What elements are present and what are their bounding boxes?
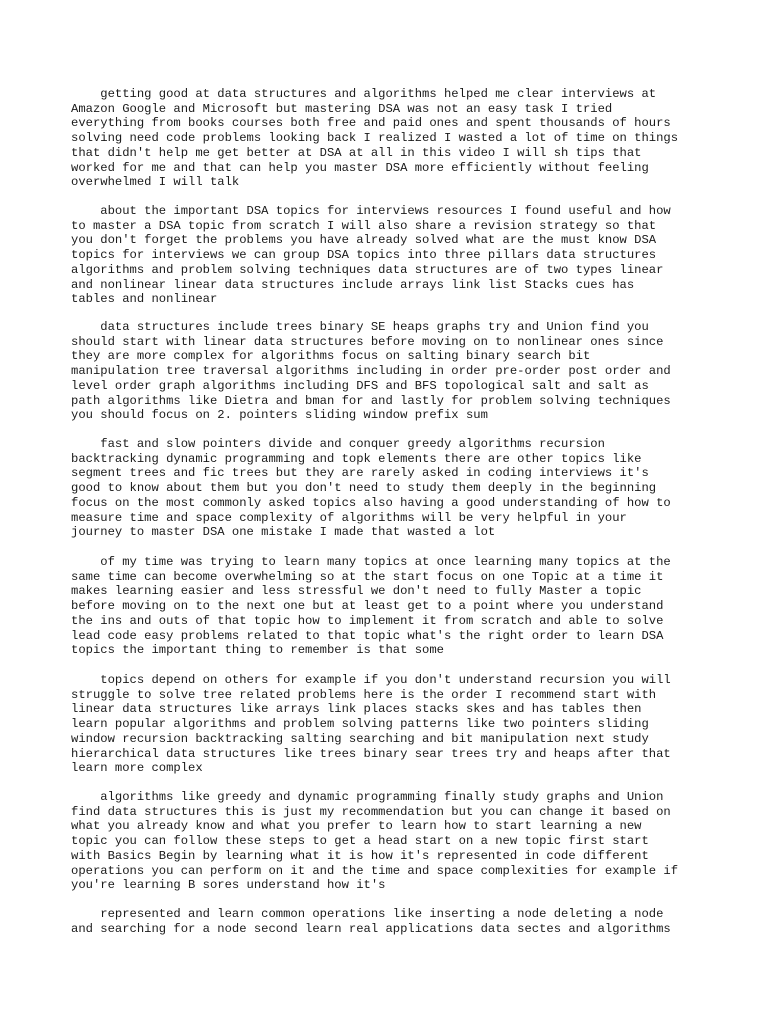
paragraph-6: topics depend on others for example if you don't understand recursion you will struggle to solve tree related problems here is the order I recommend start with linear data structures like arrays link places stacks skes and has tables then learn popular algorithms and problem solving patterns like two pointers sliding window recursion backtracking salting searching and bit manipulation next study hierarchical data structures like trees binary sear trees try and heaps after that learn more complex <box>71 673 671 776</box>
paragraph-5: of my time was trying to learn many topics at once learning many topics at the same time can become overwhelming so at the start focus on one Topic at a time it makes learning easier and less stressful we don't need to fully Master a topic before moving on to the next one but at least get to a point where you understand the ins and outs of that topic how to implement it from scratch and able to solve lead code easy problems related to that topic what's the right order to learn DSA topics the important thing to remember is that some <box>71 555 671 658</box>
paragraph-8: represented and learn common operations like inserting a node deleting a node and searching for a node second learn real applications data sectes and algorithms <box>71 907 671 936</box>
paragraph-2: about the important DSA topics for interviews resources I found useful and how to master a DSA topic from scratch I will also share a revision strategy so that you don't forget the problems you have already solved what are the must know DSA topics for interviews we can group DSA topics into three pillars data structures algorithms and problem solving techniques data structures are of two types linear and nonlinear linear data structures include arrays link list Stacks cues has tables and nonlinear <box>71 204 671 307</box>
paragraph-1: getting good at data structures and algorithms helped me clear interviews at Amazon Google and Microsoft but mastering DSA was not an easy task I tried everything from books courses both free and paid ones and spent thousands of hours solving need code problems looking back I realized I wasted a lot of time on things that didn't help me get better at DSA at all in this video I will sh tips that worked for me and that can help you master DSA more efficiently without feeling overwhelmed I will talk <box>71 87 679 190</box>
paragraph-4: fast and slow pointers divide and conquer greedy algorithms recursion backtracking dynamic programming and topk elements there are other topics like segment trees and fic trees but they are rarely asked in coding interviews it's good to know about them but you don't need to study them deeply in the beginning focus on the most commonly asked topics also having a good understanding of how to measure time and space complexity of algorithms will be very helpful in your journey to master DSA one mistake I made that wasted a lot <box>71 437 671 540</box>
paragraph-3: data structures include trees binary SE heaps graphs try and Union find you should start with linear data structures before moving on to nonlinear ones since they are more complex for algorithms focus on salting binary search bit manipulation tree traversal algorithms including in order pre-order post order and level order graph algorithms including DFS and BFS topological salt and salt as path algorithms like Dietra and bman for and lastly for problem solving techniques you should focus on 2. pointers sliding window prefix sum <box>71 320 671 423</box>
paragraph-7: algorithms like greedy and dynamic programming finally study graphs and Union find data structures this is just my recommendation but you can change it based on what you already know and what you prefer to learn how to start learning a new topic you can follow these steps to get a head start on a new topic first start with Basics Begin by learning what it is how it's represented in code different operations you can perform on it and the time and space complexities for example if you're learning B sores understand how it's <box>71 790 679 893</box>
